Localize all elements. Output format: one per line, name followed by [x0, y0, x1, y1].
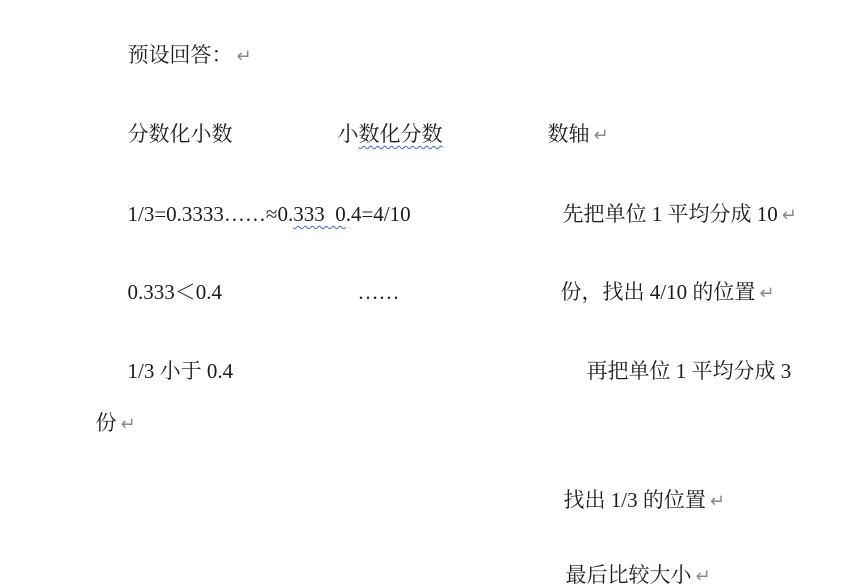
calculation-line-1	[117, 180, 411, 226]
number-line-step-2-wrap	[85, 389, 136, 435]
title-text: 预设回答：	[127, 43, 233, 68]
number-line-step-1-continued	[550, 258, 774, 304]
paragraph-mark-icon: ↵	[593, 125, 609, 147]
paragraph-mark-icon: ↵	[120, 414, 136, 436]
column-header-number-line	[537, 100, 609, 146]
step-text: 先把单位 1 平均分成 10	[562, 202, 778, 227]
step-text: 份，找出 4/10 的位置	[560, 280, 756, 305]
step-text: 找出 1/3 的位置	[563, 488, 706, 513]
ellipsis-text: ……	[357, 280, 400, 305]
paragraph-mark-icon: ↵	[695, 566, 711, 587]
wrap-text: 份	[95, 411, 117, 436]
comparison-text: 0.333＜0.4	[127, 280, 222, 305]
number-line-step-4	[555, 541, 711, 587]
paragraph-mark-icon: ↵	[709, 491, 725, 513]
conclusion-text: 1/3 小于 0.4	[127, 359, 234, 384]
paragraph-mark-icon: ↵	[236, 46, 252, 68]
ellipsis-line	[347, 258, 400, 304]
step-text: 再把单位 1 平均分成 3	[586, 359, 792, 384]
column-header-decimal-to-fraction	[327, 100, 443, 146]
number-line-step-3	[553, 466, 725, 512]
conclusion-line	[117, 337, 233, 383]
comparison-line	[117, 258, 222, 304]
paragraph-mark-icon: ↵	[781, 205, 797, 227]
header-text-prefix: 小	[337, 122, 359, 147]
header-text: 分数化小数	[127, 122, 233, 147]
paragraph-title	[117, 21, 252, 67]
calc-text-suffix: .4=4/10	[345, 202, 411, 227]
column-header-fraction-to-decimal	[117, 100, 233, 146]
paragraph-mark-icon: ↵	[759, 283, 775, 305]
header-text: 数轴	[547, 122, 590, 147]
calc-text-prefix: 1/3=0.3333……≈0.	[127, 202, 294, 227]
spellcheck-squiggle-text: 333 0	[293, 202, 346, 227]
step-text: 最后比较大小	[565, 563, 692, 587]
number-line-step-1	[552, 180, 797, 226]
spellcheck-squiggle-text: 数化分数	[358, 122, 443, 147]
number-line-step-2	[576, 337, 791, 383]
